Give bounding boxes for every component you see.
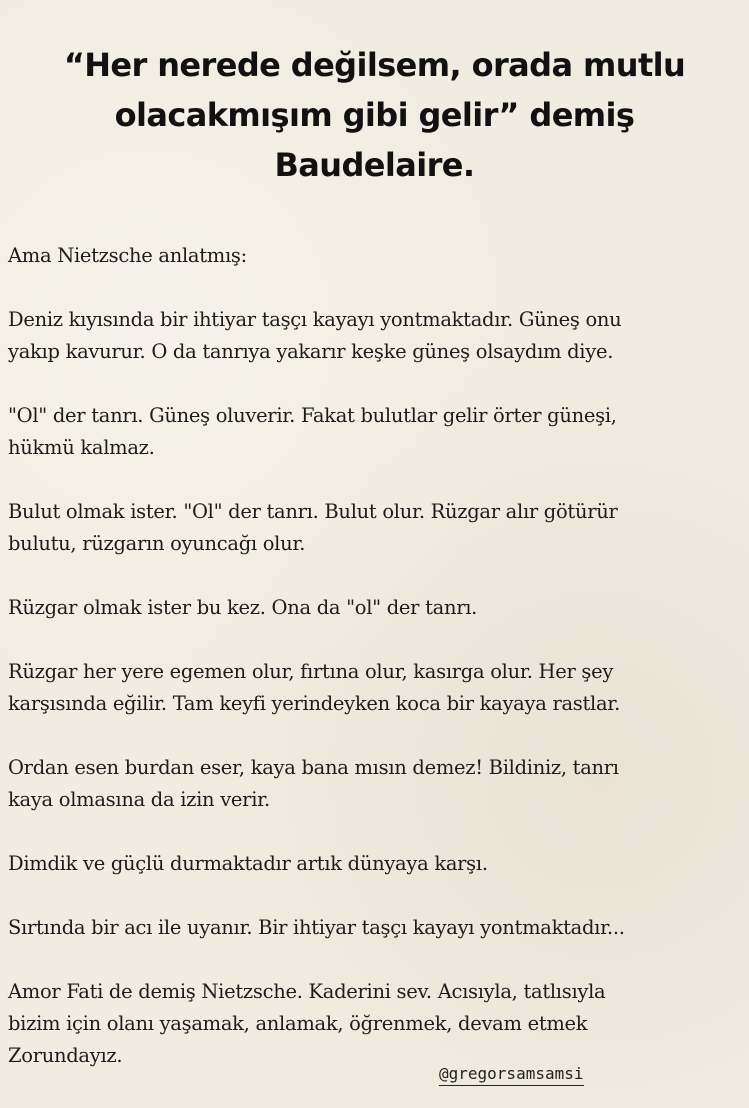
paragraph	[8, 976, 748, 1072]
paragraph-line: Ama Nietzsche anlatmış:	[8, 244, 247, 267]
paragraph	[8, 304, 748, 368]
paragraph-line: Deniz kıyısında bir ihtiyar taşçı kayayı yontmaktadır. Güneş onu	[8, 308, 622, 331]
paragraph-line: Dimdik ve güçlü durmaktadır artık dünyaya karşı.	[8, 852, 488, 875]
paragraph-line: bizim için olanı yaşamak, anlamak, öğrenmek, devam etmek	[8, 1012, 588, 1035]
headline-line-3: Baudelaire.	[274, 146, 475, 184]
paragraph	[8, 848, 748, 880]
paragraph	[8, 912, 748, 944]
paragraph	[8, 400, 748, 464]
paragraph-line: kaya olmasına da izin verir.	[8, 788, 270, 811]
paragraph-line: Sırtında bir acı ile uyanır. Bir ihtiyar taşçı kayayı yontmaktadır...	[8, 916, 625, 939]
paragraph	[8, 496, 748, 560]
headline-line-1: “Her nerede değilsem, orada mutlu	[63, 46, 686, 84]
story-body	[8, 240, 748, 1104]
paragraph-line: bulutu, rüzgarın oyuncağı olur.	[8, 532, 306, 555]
paragraph-line: yakıp kavurur. O da tanrıya yakarır keşke güneş olsaydım diye.	[8, 340, 614, 363]
paragraph-line: Zorundayız.	[8, 1044, 123, 1067]
paragraph-line: "Ol" der tanrı. Güneş oluverir. Fakat bulutlar gelir örter güneşi,	[8, 404, 617, 427]
paragraph	[8, 240, 748, 272]
paragraph-line: Bulut olmak ister. "Ol" der tanrı. Bulut olur. Rüzgar alır götürür	[8, 500, 618, 523]
headline-quote	[0, 40, 749, 190]
paragraph	[8, 752, 748, 816]
paragraph	[8, 656, 748, 720]
author-handle: @gregorsamsamsi	[439, 1064, 584, 1086]
paragraph-line: karşısında eğilir. Tam keyfi yerindeyken koca bir kayaya rastlar.	[8, 692, 621, 715]
paragraph-line: hükmü kalmaz.	[8, 436, 155, 459]
headline-line-2: olacakmışım gibi gelir” demiş	[114, 96, 635, 134]
paragraph-line: Amor Fati de demiş Nietzsche. Kaderini sev. Acısıyla, tatlısıyla	[8, 980, 606, 1003]
paragraph-line: Rüzgar olmak ister bu kez. Ona da "ol" der tanrı.	[8, 596, 478, 619]
paragraph	[8, 592, 748, 624]
paragraph-line: Ordan esen burdan eser, kaya bana mısın demez! Bildiniz, tanrı	[8, 756, 619, 779]
paragraph-line: Rüzgar her yere egemen olur, fırtına olur, kasırga olur. Her şey	[8, 660, 614, 683]
